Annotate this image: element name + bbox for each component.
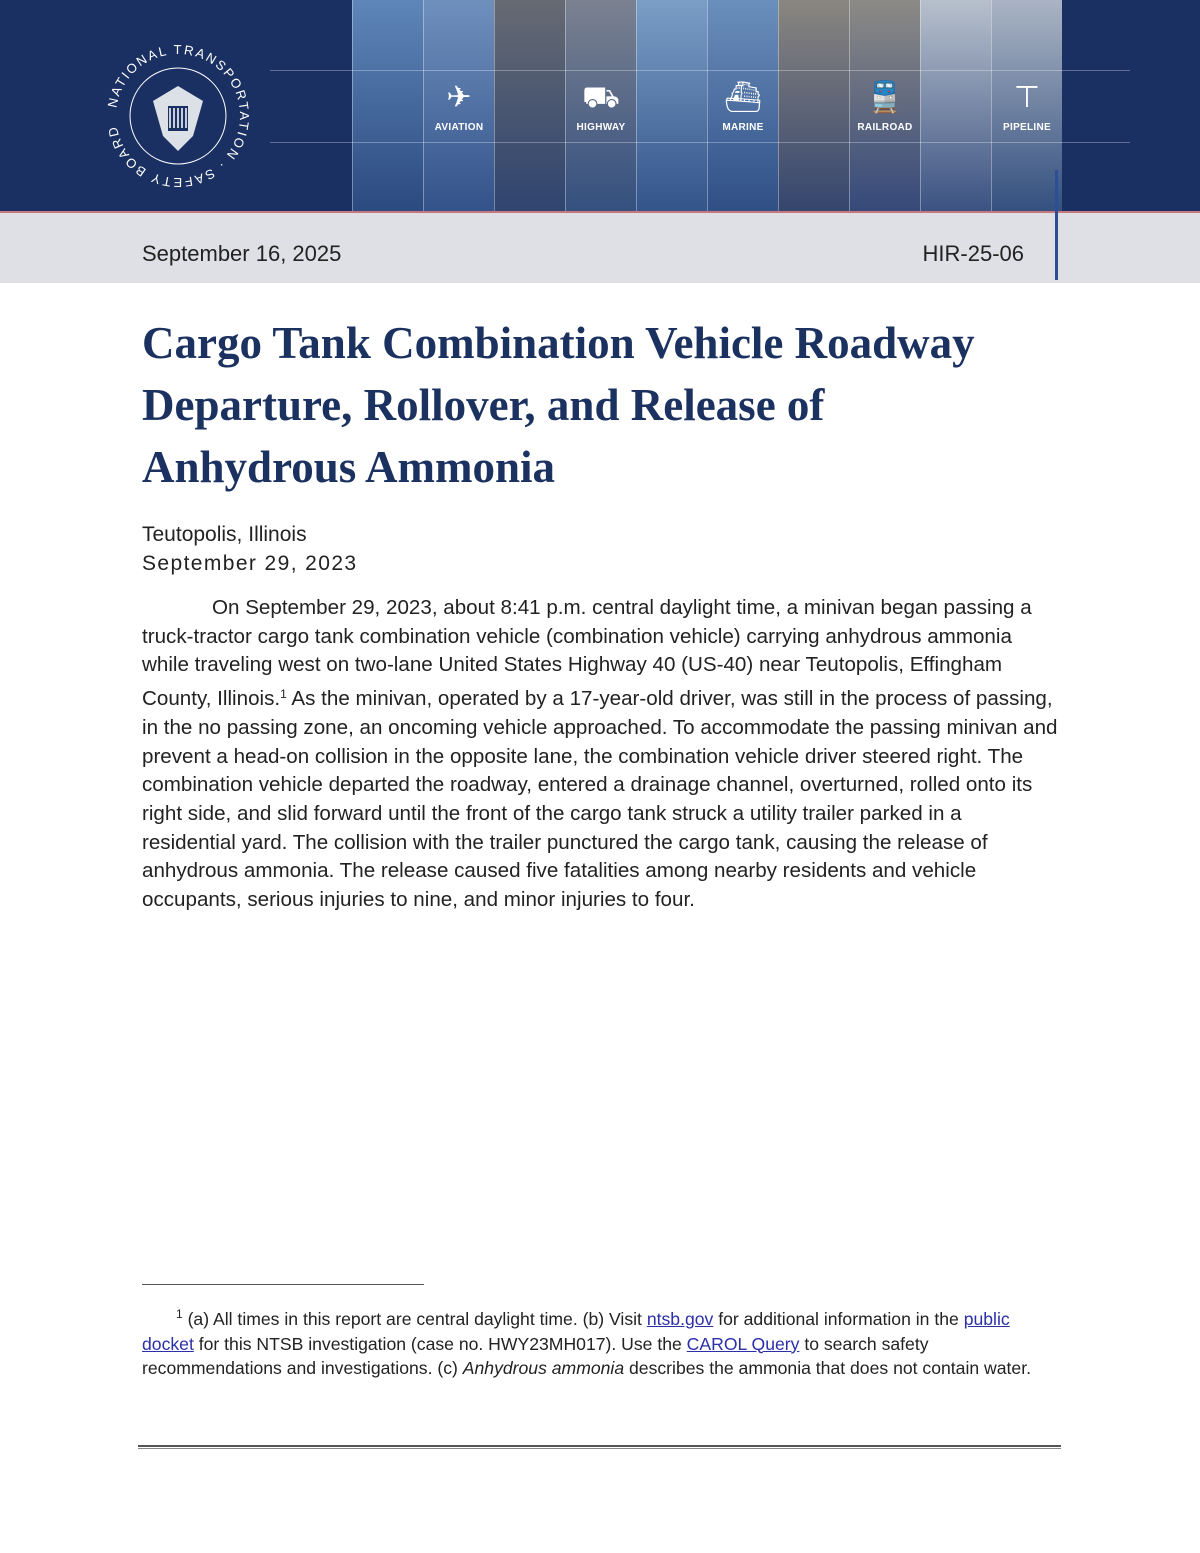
mode-pipeline[interactable]: ⊤ PIPELINE: [991, 0, 1062, 212]
ntsb-gov-link[interactable]: ntsb.gov: [646, 1309, 714, 1329]
mode-railroad[interactable]: 🚆 RAILROAD: [849, 0, 920, 212]
report-number: HIR-25-06: [922, 241, 1024, 266]
page-title: Cargo Tank Combination Vehicle Roadway Departure, Rollover, and Release of Anhydrous Ammonia: [142, 318, 975, 492]
event-location: Teutopolis, Illinois: [142, 523, 307, 546]
divider: [270, 142, 1130, 143]
mode-aviation[interactable]: ✈ AVIATION: [423, 0, 494, 212]
ntsb-seal-logo: [98, 36, 258, 196]
transport-modes-strip: [352, 0, 1062, 212]
public-docket-link[interactable]: public docket: [142, 1309, 1010, 1354]
event-date: September 29, 2023: [142, 552, 358, 575]
body-paragraph: On September 29, 2023, about 8:41 p.m. central daylight time, a minivan began passing a truck-tractor cargo tank combination vehicle (combination vehicle) carrying anhydrous ammonia while traveling west on two-lane United States Highway 40 (US-40) near Teutopolis, Effingham County, Illinois.$^1$ As the minivan, operated by a 17-year-old driver, was still in the process of passing, in the no passing zone, an oncoming vehicle approached. To accommodate the passing minivan and prevent a head-on collision in the opposite lane, the combination vehicle driver steered right. The combination vehicle departed the roadway, entered a drainage channel, overturned, rolled onto its right side, and slid forward until the front of the cargo tank struck a utility trailer parked in a residential yard. The collision with the trailer punctured the cargo tank, causing the release of anhydrous ammonia. The release caused five fatalities among nearby residents and vehicle occupants, serious injuries to nine, and minor injuries to four.: [142, 596, 1058, 912]
divider: [270, 70, 1130, 71]
page-footer-rule: [138, 1445, 1061, 1449]
mode-marine[interactable]: ⛴ MARINE: [707, 0, 778, 212]
accent-line: [1055, 170, 1058, 280]
header-banner: [0, 0, 1200, 212]
valve-icon: ⊤: [1013, 81, 1041, 114]
carol-query-link[interactable]: CAROL Query: [686, 1333, 800, 1354]
event-info: [142, 520, 358, 578]
truck-icon: ⛟: [582, 81, 620, 114]
airplane-icon: ✈: [446, 81, 472, 114]
footnote-ref[interactable]: 1: [280, 687, 287, 702]
train-icon: 🚆: [866, 81, 904, 114]
report-date: September 16, 2025: [142, 241, 342, 266]
ship-icon: ⛴: [723, 81, 763, 114]
footnote-divider: [142, 1284, 424, 1285]
footnote: $^1$ (a) All times in this report are central daylight time. (b) Visit ntsb.gov for additional information in the public docket for this NTSB investigation (case no. HWY23MH017). Use the CAROL Query to search safety recommendations and investigations. (c) Anhydrous ammonia describes the ammonia that does not contain water.: [142, 1307, 1031, 1378]
svg-text:NATIONAL TRANSPORTATION · SAFE: NATIONAL TRANSPORTATION · SAFETY BOARD: [104, 41, 253, 191]
mode-highway[interactable]: ⛟ HIGHWAY: [565, 0, 636, 212]
